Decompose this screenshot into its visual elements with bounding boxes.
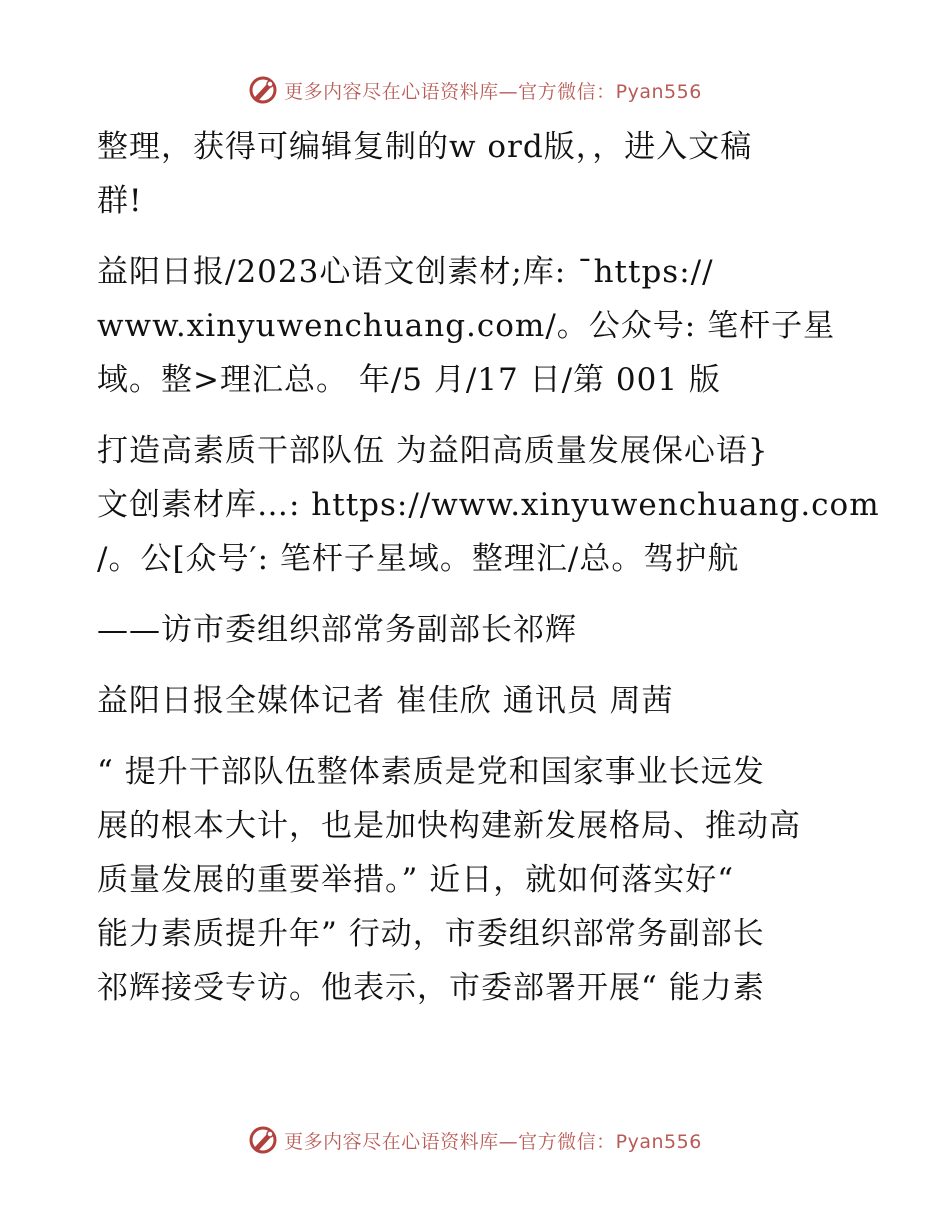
text-line: 域。整>理汇总。 年/5 月/17 日/第 001 版 [97, 362, 721, 398]
paragraph-source [97, 245, 857, 407]
watermark-banner-bottom [0, 1120, 950, 1160]
text-line: “ 提升干部队伍整体素质是党和国家事业长远发 [97, 754, 765, 790]
text-line: 质量发展的重要举措。” 近日，就如何落实好“ [97, 862, 735, 898]
brush-logo-icon [248, 75, 278, 105]
watermark-text: 更多内容尽在心语资料库—官方微信：Pyan556 [284, 1130, 702, 1153]
document-body [97, 120, 880, 1032]
text-line: 群! [97, 183, 143, 219]
paragraph-byline [97, 674, 857, 728]
paragraph-intro [97, 120, 857, 228]
paragraph-headline [97, 424, 880, 586]
text-line: www.xinyuwenchuang.com/。公众号: 笔杆子星 [97, 308, 836, 344]
paragraph-subtitle [97, 603, 857, 657]
text-line: ——访市委组织部常务副部长祁辉 [97, 612, 577, 648]
text-line: 打造高素质干部队伍 为益阳高质量发展保心语} [97, 433, 769, 469]
text-line: 整理，获得可编辑复制的w ord版，，进入文稿 [97, 129, 753, 165]
text-line: 益阳日报/2023心语文创素材;库: ¯https:// [97, 254, 714, 290]
text-line: 祁辉接受专访。他表示，市委部署开展“ 能力素 [97, 970, 765, 1006]
text-line: 展的根本大计，也是加快构建新发展格局、推动高 [97, 808, 801, 844]
text-line: 益阳日报全媒体记者 崔佳欣 通讯员 周茜 [97, 683, 674, 719]
text-line: 文创素材库…: https://www.xinyuwenchuang.com [97, 487, 880, 523]
text-line: 能力素质提升年” 行动，市委组织部常务副部长 [97, 916, 765, 952]
watermark-text: 更多内容尽在心语资料库—官方微信：Pyan556 [284, 80, 702, 103]
brush-logo-icon [248, 1125, 278, 1155]
text-line: /。公[众号′: 笔杆子星域。整理汇/总。驾护航 [97, 541, 740, 577]
paragraph-body [97, 745, 857, 1015]
watermark-banner-top [0, 70, 950, 110]
